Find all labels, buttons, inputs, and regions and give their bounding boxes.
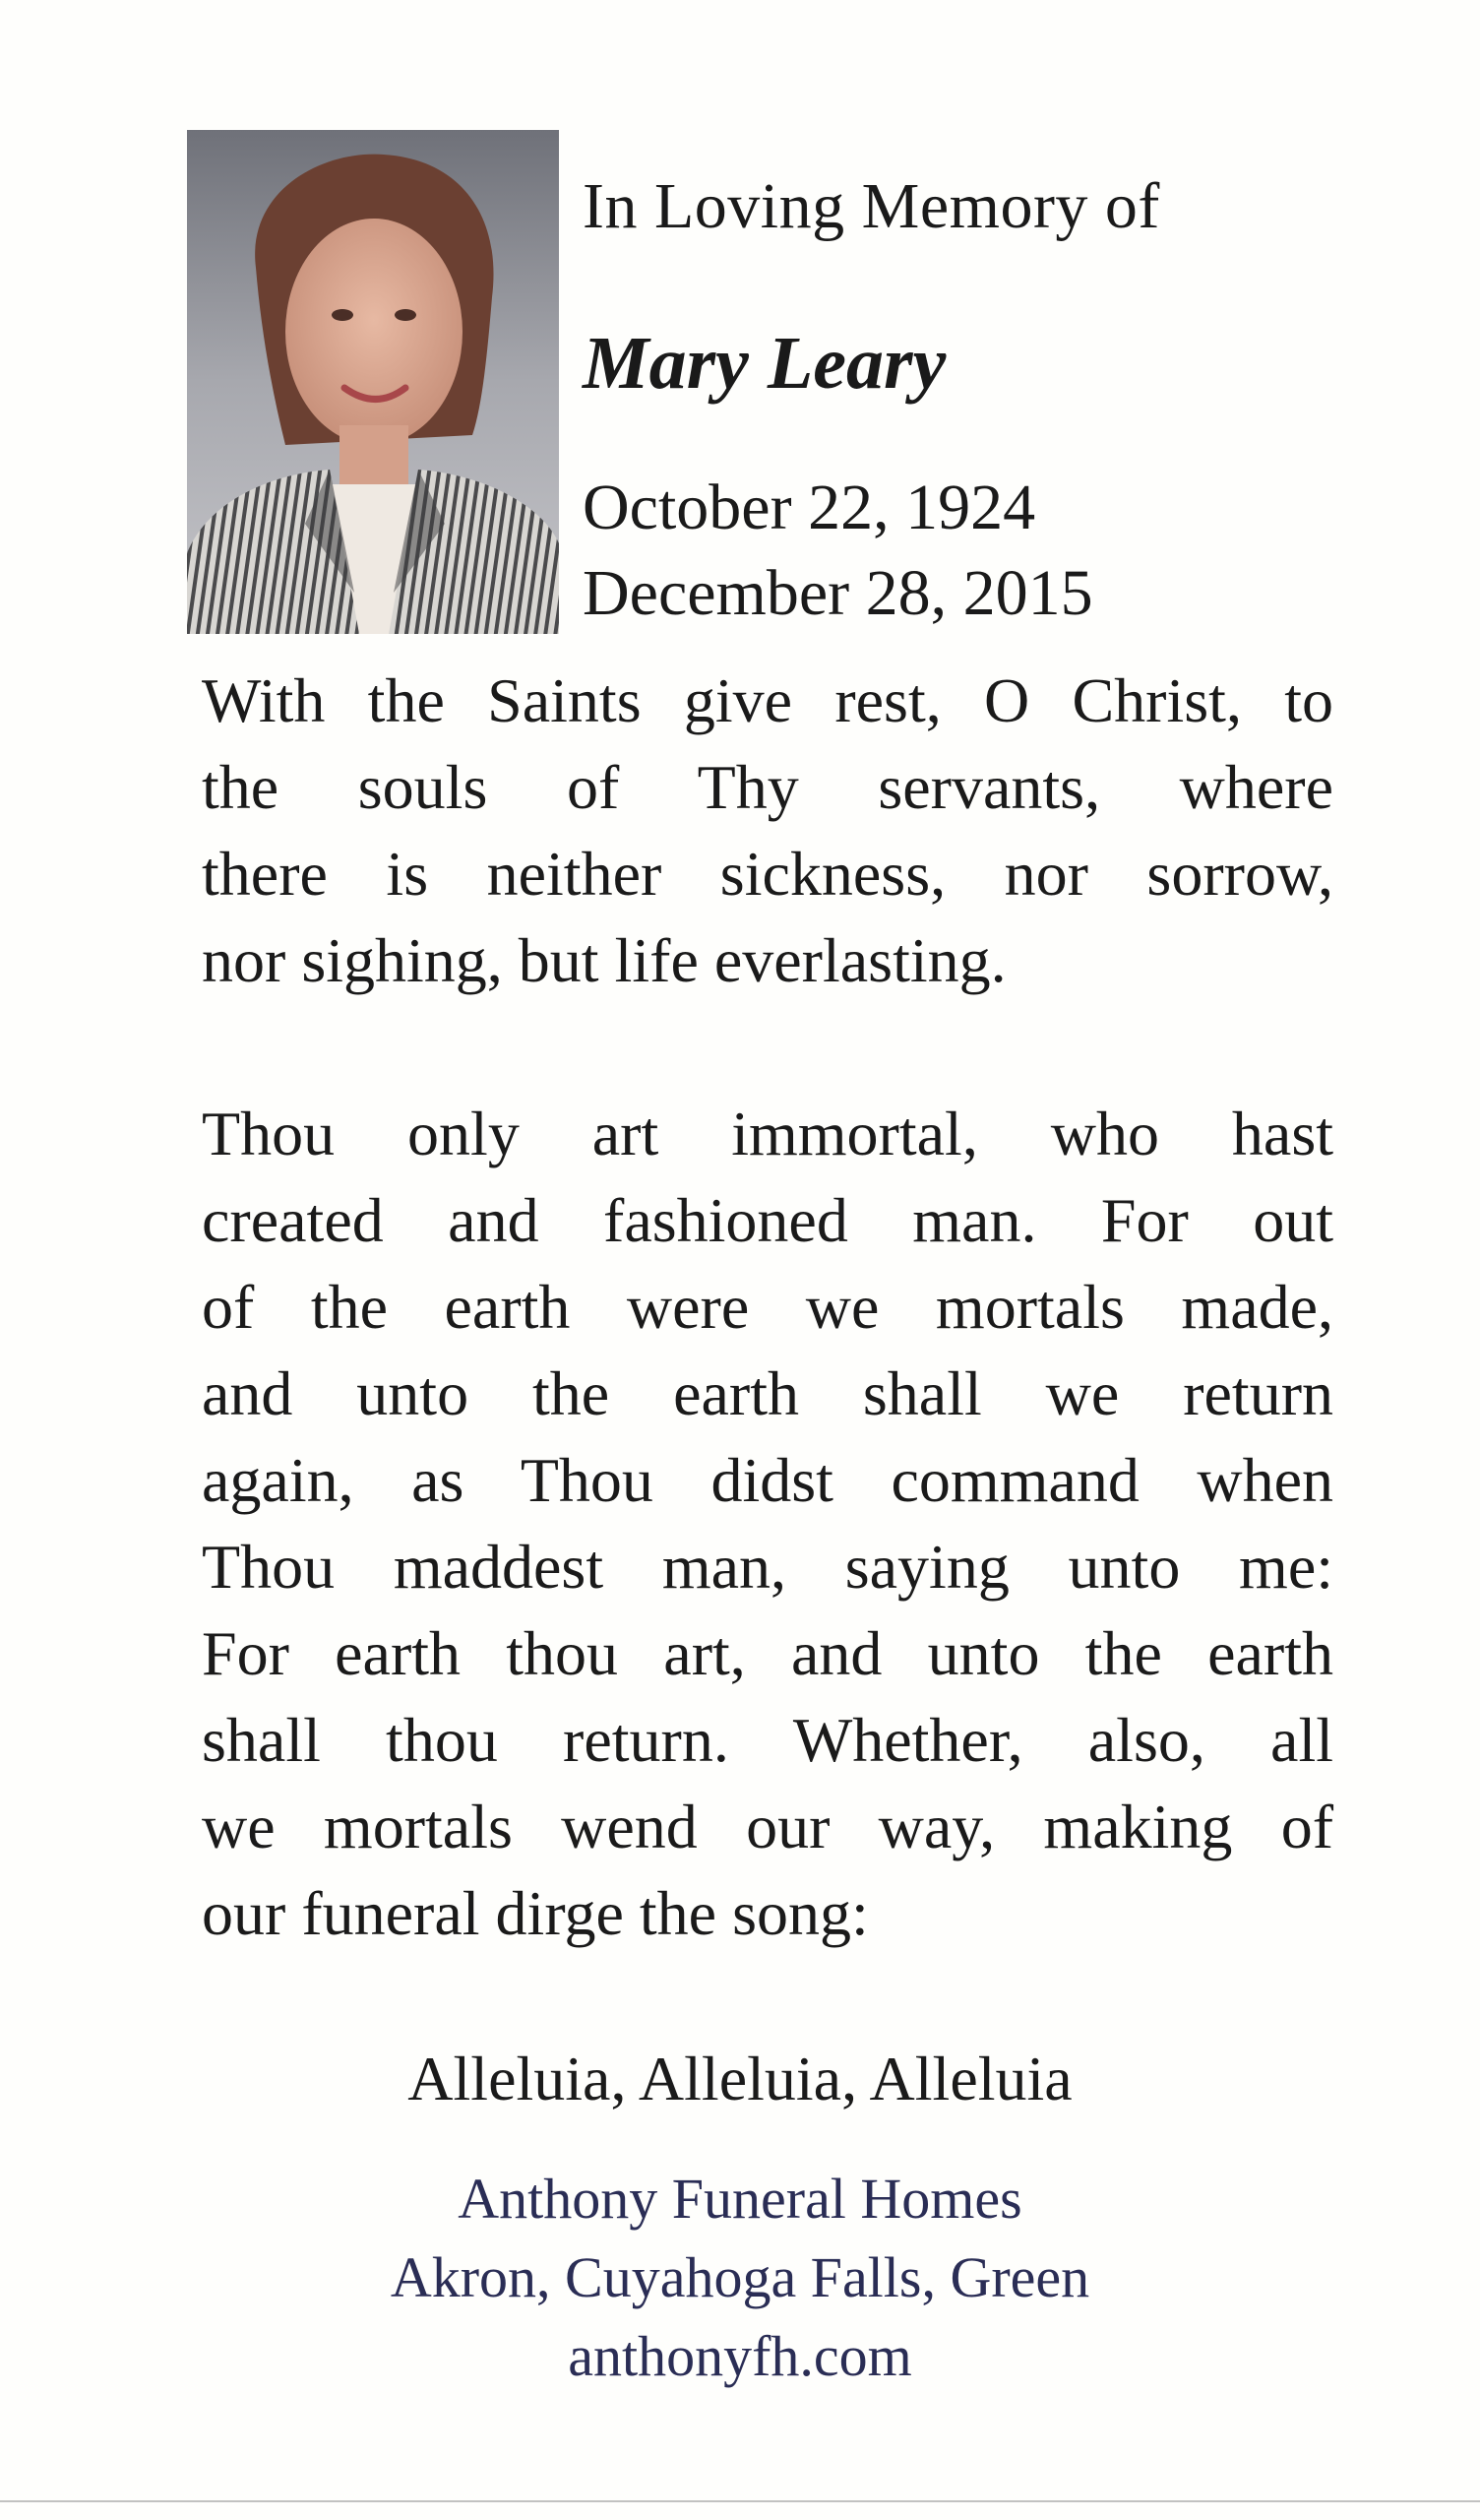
portrait-photo	[187, 130, 559, 634]
prayer-line: created and fashioned man. For out	[202, 1185, 1333, 1255]
prayer-line: again, as Thou didst command when	[202, 1445, 1333, 1515]
prayer-line: nor sighing, but life everlasting.	[202, 925, 1007, 995]
prayer-paragraph-1	[202, 658, 1333, 1004]
death-date: December 28, 2015	[583, 557, 1093, 629]
prayer-line: of the earth were we mortals made,	[202, 1272, 1333, 1342]
birth-date: October 22, 1924	[583, 472, 1036, 543]
prayer-line: our funeral dirge the song:	[202, 1878, 869, 1948]
funeral-home-website: anthonyfh.com	[568, 2324, 912, 2388]
card-edge	[0, 2500, 1480, 2502]
prayer-line: shall thou return. Whether, also, all	[202, 1705, 1333, 1775]
prayer-line: With the Saints give rest, O Christ, to	[202, 665, 1333, 735]
prayer-line: Thou maddest man, saying unto me:	[202, 1532, 1333, 1602]
memory-heading: In Loving Memory of	[583, 170, 1160, 242]
prayer-line: Thou only art immortal, who hast	[202, 1099, 1333, 1168]
funeral-home-locations: Akron, Cuyahoga Falls, Green	[390, 2245, 1090, 2309]
prayer-line: we mortals wend our way, making of	[202, 1792, 1333, 1861]
deceased-name: Mary Leary	[583, 322, 947, 405]
prayer-line: and unto the earth shall we return	[202, 1358, 1333, 1428]
prayer-line: the souls of Thy servants, where	[202, 752, 1333, 822]
prayer-line: For earth thou art, and unto the earth	[202, 1618, 1333, 1688]
prayer-line: there is neither sickness, nor sorrow,	[202, 839, 1333, 909]
refrain-text: Alleluia, Alleluia, Alleluia	[407, 2044, 1073, 2113]
prayer-paragraph-2	[202, 1091, 1333, 1957]
funeral-home-name: Anthony Funeral Homes	[458, 2167, 1022, 2231]
